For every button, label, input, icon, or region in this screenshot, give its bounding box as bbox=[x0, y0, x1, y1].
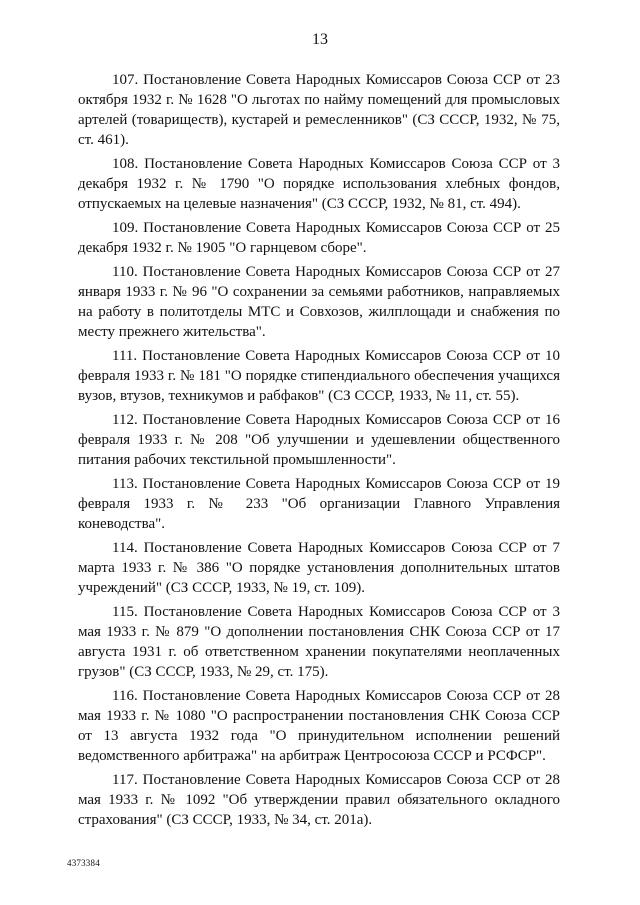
decree-item-114: 114. Постановление Совета Народных Комиссаров Союза ССР от 7 марта 1933 г. № 386 "О порядке установления дополнительных штатов учреждений" (СЗ СССР, 1933, № 19, ст. 109). bbox=[78, 540, 560, 596]
decree-item-115: 115. Постановление Совета Народных Комиссаров Союза ССР от 3 мая 1933 г. № 879 "О дополнении постановления СНК Союза ССР от 17 августа 1931 г. об ответственном хранении покупателями неоплаченных грузов" (СЗ СССР, 1933, № 29, ст. 175). bbox=[78, 604, 560, 680]
decree-item-117: 117. Постановление Совета Народных Комиссаров Союза ССР от 28 мая 1933 г. № 1092 "Об утверждении правил обязательного окладного страхования" (СЗ СССР, 1933, № 34, ст. 201а). bbox=[78, 772, 560, 828]
document-code: 4373384 bbox=[67, 858, 100, 868]
decree-item-108: 108. Постановление Совета Народных Комиссаров Союза ССР от 3 декабря 1932 г. № 1790 "О порядке использования хлебных фондов, отпускаемых на целевые назначения" (СЗ СССР, 1932, № 81, ст. 494). bbox=[78, 156, 560, 212]
decree-item-109: 109. Постановление Совета Народных Комиссаров Союза ССР от 25 декабря 1932 г. № 1905 "О гарнцевом сборе". bbox=[78, 220, 560, 256]
page-number: 13 bbox=[312, 31, 328, 48]
decree-item-113: 113. Постановление Совета Народных Комиссаров Союза ССР от 19 февраля 1933 г. № 233 "Об организации Главного Управления коневодства". bbox=[78, 476, 560, 532]
decree-item-107: 107. Постановление Совета Народных Комиссаров Союза ССР от 23 октября 1932 г. № 1628 "О льготах по найму помещений для промысловых артелей (товариществ), кустарей и ремесленников" (СЗ СССР, 1932, № 75, ст. 461). bbox=[78, 72, 560, 148]
decree-item-112: 112. Постановление Совета Народных Комиссаров Союза ССР от 16 февраля 1933 г. № 208 "Об улучшении и удешевлении общественного питания рабочих текстильной промышленности". bbox=[78, 412, 560, 468]
decree-item-116: 116. Постановление Совета Народных Комиссаров Союза ССР от 28 мая 1933 г. № 1080 "О распространении постановления СНК Союза ССР от 13 августа 1932 года "О принудительном исполнении решений ведомственного арбитража" на арбитраж Центросоюза СССР и РСФСР". bbox=[78, 688, 560, 764]
decree-item-110: 110. Постановление Совета Народных Комиссаров Союза ССР от 27 января 1933 г. № 96 "О сохранении за семьями работников, направляемых на работу в политотделы МТС и Совхозов, жилплощади и снабжения по месту прежнего жительства". bbox=[78, 264, 560, 340]
decree-item-111: 111. Постановление Совета Народных Комиссаров Союза ССР от 10 февраля 1933 г. № 181 "О порядке стипендиального обеспечения учащихся вузов, втузов, техникумов и рабфаков" (СЗ СССР, 1933, № 11, ст. 55). bbox=[78, 348, 560, 404]
decree-list bbox=[78, 70, 560, 834]
